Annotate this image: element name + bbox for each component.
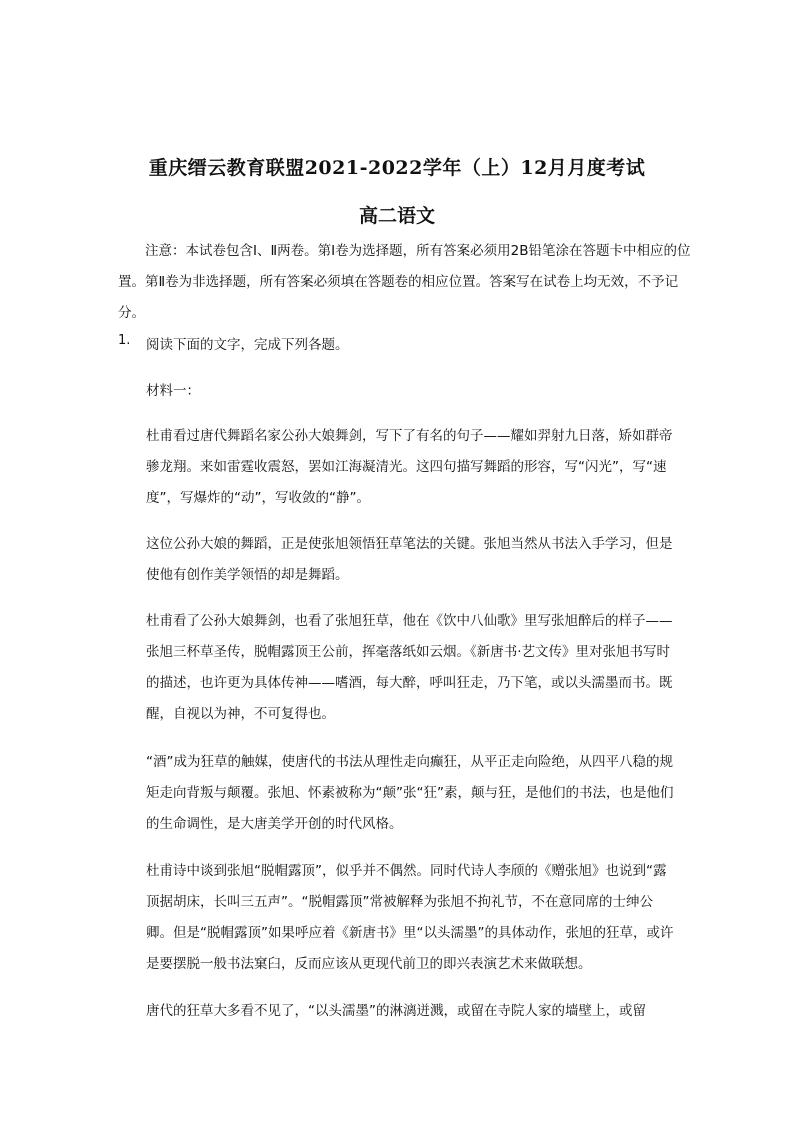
material-label: 材料一： <box>146 383 200 399</box>
paragraph-5: 杜甫诗中谈到张旭“脱帽露顶”，似乎并不偶然。同时代诗人李颀的《赠张旭》也说到“露顶据胡床，长叫三五声”。“脱帽露顶”常被解释为张旭不拘礼节，不在意同席的士绅公卿。但是“脱帽露顶”如果呼应着《新唐书》里“以头濡墨”的具体动作，张旭的狂草，或许是要摆脱一般书法窠臼，反而应该从更现代前卫的即兴表演艺术来做联想。 <box>146 863 674 972</box>
question-number: 1. <box>118 333 131 348</box>
question-text: 阅读下面的文字，完成下列各题。 <box>146 337 349 353</box>
document-title: 重庆缙云教育联盟2021-2022学年（上）12月月度考试 <box>148 157 646 179</box>
exam-notice <box>118 236 696 329</box>
paragraph-2: 这位公孙大娘的舞蹈，正是使张旭领悟狂草笔法的关键。张旭当然从书法入手学习，但是使他有创作美学领悟的却是舞蹈。 <box>146 536 673 583</box>
document-subtitle: 高二语文 <box>358 205 435 227</box>
paragraph-4: “酒”成为狂草的触媒，使唐代的书法从理性走向癫狂，从平正走向险绝，从四平八稳的规矩走向背叛与颠覆。张旭、怀素被称为“颠”张“狂”素，颠与狂，是他们的书法，也是他们的生命调性，是大唐美学开创的时代风格。 <box>146 754 674 832</box>
paragraph-3: 杜甫看了公孙大娘舞剑，也看了张旭狂草，他在《饮中八仙歌》里写张旭醉后的样子——张旭三杯草圣传，脱帽露顶王公前，挥毫落纸如云烟。《新唐书·艺文传》里对张旭书写时的描述，也许更为具体传神——嗜酒，每大醉，呼叫狂走，乃下笔，或以头濡墨而书。既醒，自视以为神，不可复得也。 <box>146 613 673 722</box>
exam-notice-text: 注意：本试卷包含Ⅰ、Ⅱ两卷。第Ⅰ卷为选择题，所有答案必须用2B铅笔涂在答题卡中相应的位置。第Ⅱ卷为非选择题，所有答案必须填在答题卷的相应位置。答案写在试卷上均无效，不予记分。 <box>118 243 691 321</box>
paragraph-6: 唐代的狂草大多看不见了，“以头濡墨”的淋漓迸溅，或留在寺院人家的墙壁上，或留 <box>146 1003 646 1019</box>
paragraph-1: 杜甫看过唐代舞蹈名家公孙大娘舞剑，写下了有名的句子——耀如羿射九日落，矫如群帝骖龙翔。来如雷霆收震怒，罢如江海凝清光。这四句描写舞蹈的形容，写“闪光”，写“速度”，写爆炸的“动”，写收敛的“静”。 <box>146 428 673 506</box>
